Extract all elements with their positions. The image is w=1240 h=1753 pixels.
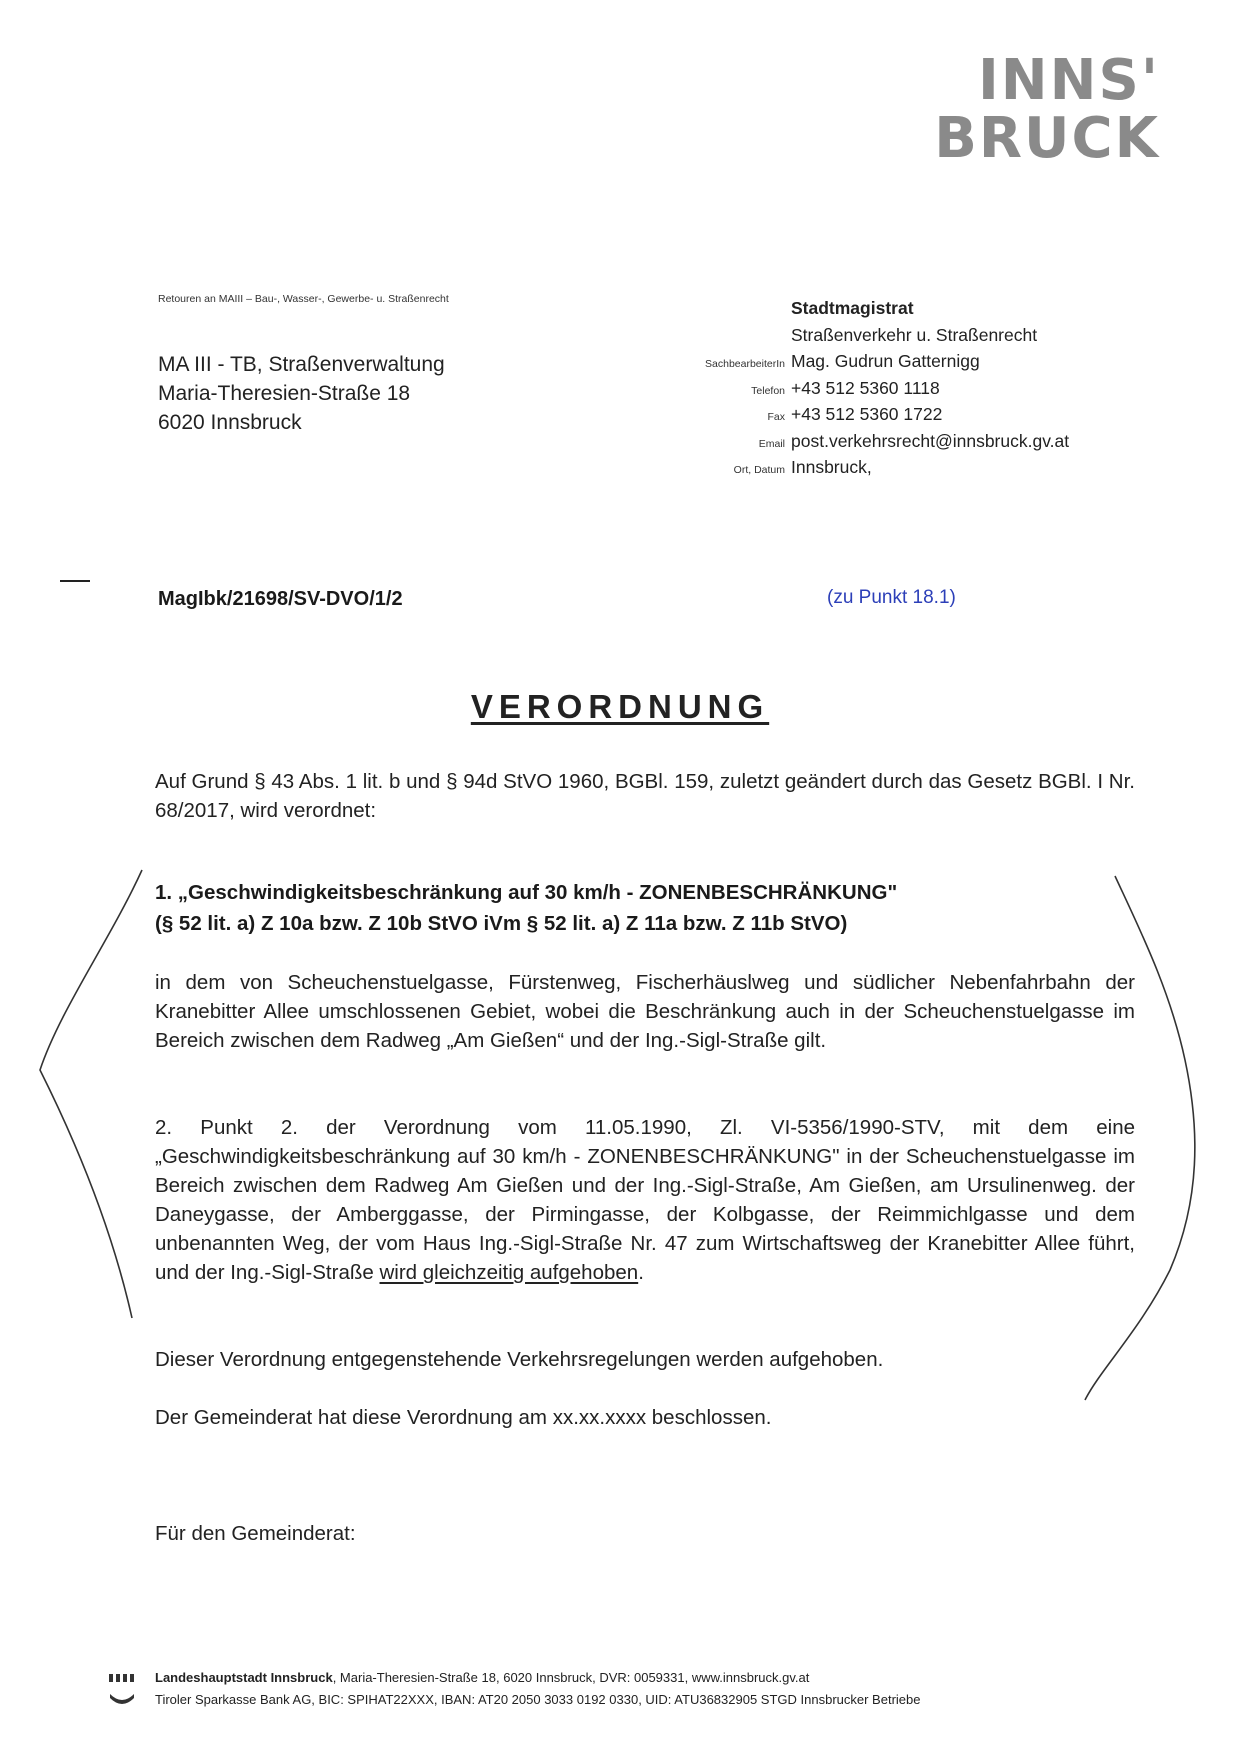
logo-line-2: BRUCK	[934, 106, 1160, 171]
section-2-body: 2. Punkt 2. der Verordnung vom 11.05.1990, Zl. VI-5356/1990-STV, mit dem eine „Geschwindigkeitsbeschränkung auf 30 km/h - ZONENBESCHRÄNKUNG" in der Scheuchenstuelgasse im Bereich zwischen dem Radweg Am Gießen und der Ing.-Sigl-Straße, Am Gießen, am Ursulinenweg. der Daneygasse, der Amberggasse, der Pirmingasse, der Kolbgasse, der Reimmichlgasse und dem unbenannten Weg, der vom Haus Ing.-Sigl-Straße Nr. 47 zum Wirtschaftsweg der Kranebitter Allee führt, und der Ing.-Sigl-Straße	[155, 1116, 1135, 1284]
council-resolution-paragraph: Der Gemeinderat hat diese Verordnung am xx.xx.xxxx beschlossen.	[155, 1406, 772, 1429]
fax-number: +43 512 5360 1722	[791, 404, 943, 424]
footer-line-2: Tiroler Sparkasse Bank AG, BIC: SPIHAT22XXX, IBAN: AT20 2050 3033 0192 0330, UID: ATU36832905 STGD Innsbrucker Betriebe	[155, 1692, 921, 1707]
email-label: Email	[758, 437, 785, 450]
signature-intro: Für den Gemeinderat:	[155, 1522, 356, 1545]
place-date: Innsbruck,	[791, 457, 872, 477]
email-address: post.verkehrsrecht@innsbruck.gv.at	[791, 430, 1070, 451]
place-date-label: Ort, Datum	[733, 464, 785, 476]
contrary-regulations-paragraph: Dieser Verordnung entgegenstehende Verkehrsregelungen werden aufgehoben.	[155, 1348, 884, 1371]
phone-number: +43 512 5360 1118	[791, 377, 940, 398]
sender-department: Straßenverkehr u. Straßenrecht	[791, 324, 1038, 345]
section-2-end: .	[638, 1261, 644, 1284]
section-2-underlined: wird gleichzeitig aufgehoben	[379, 1261, 639, 1284]
section-1-text: in dem von Scheuchenstuelgasse, Fürstenweg, Fischerhäuslweg und südlicher Nebenfahrbahn der Kranebitter Allee umschlossenen Gebiet, wobei die Beschränkung auch in der Scheuchenstuelgasse im Bereich zwischen dem Radweg „Am Gießen“ und der Ing.-Sigl-Straße gilt.	[155, 971, 1135, 1052]
heading-text: VERORDNUNG	[470, 688, 770, 725]
footer-address: , Maria-Theresien-Straße 18, 6020 Innsbruck, DVR: 0059331, www.innsbruck.gv.at	[332, 1670, 810, 1685]
legal-basis-paragraph: Auf Grund § 43 Abs. 1 lit. b und § 94d StVO 1960, BGBl. 159, zuletzt geändert durch das Gesetz BGBl. I Nr. 68/2017, wird verordnet:	[155, 770, 1135, 822]
agenda-annotation: (zu Punkt 18.1)	[827, 587, 956, 608]
left-bracket-mark	[40, 870, 142, 1318]
fax-label: Fax	[767, 411, 785, 423]
recipient-line-1: MA III - TB, Straßenverwaltung	[158, 353, 445, 376]
logo-line-1: INNS'	[977, 48, 1160, 113]
reference-number: MagIbk/21698/SV-DVO/1/2	[158, 588, 403, 610]
city-emblem-icon	[107, 1672, 137, 1708]
return-address-line: Retouren an MAIII – Bau-, Wasser-, Gewerbe- u. Straßenrecht	[158, 293, 449, 305]
phone-label: Telefon	[751, 384, 785, 397]
footer-city-name: Landeshauptstadt Innsbruck	[155, 1670, 333, 1685]
recipient-line-3: 6020 Innsbruck	[158, 411, 302, 434]
recipient-line-2: Maria-Theresien-Straße 18	[158, 382, 411, 405]
clerk-name: Mag. Gudrun Gatternigg	[791, 351, 980, 371]
clerk-label: SachbearbeiterIn	[705, 358, 785, 370]
footer-line-1	[155, 1667, 920, 1689]
section-1-title-line-1: 1. „Geschwindigkeitsbeschränkung auf 30 km/h - ZONENBESCHRÄNKUNG"	[155, 881, 898, 904]
section-1-title-line-2: (§ 52 lit. a) Z 10a bzw. Z 10b StVO iVm § 52 lit. a) Z 11a bzw. Z 11b StVO)	[155, 912, 848, 935]
footer	[155, 1667, 920, 1711]
right-bracket-mark	[1085, 876, 1195, 1400]
sender-title: Stadtmagistrat	[791, 298, 914, 318]
